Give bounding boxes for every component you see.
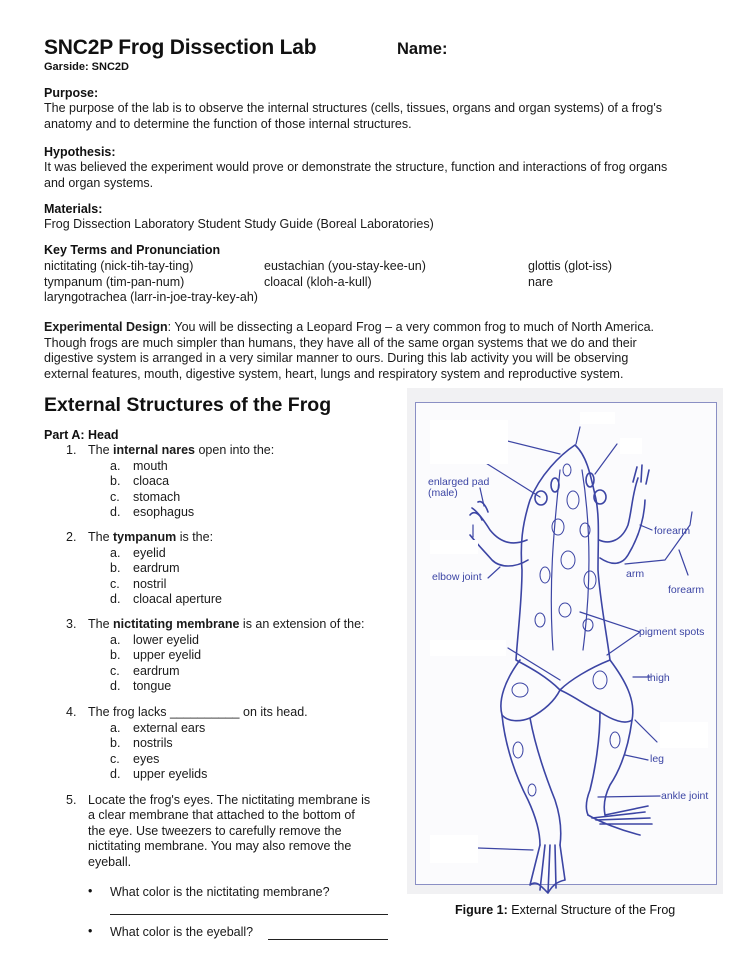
- question-keyword: nictitating membrane: [113, 617, 240, 631]
- name-label: Name:: [397, 40, 448, 58]
- right-thigh: [560, 660, 633, 722]
- label-forearm-lower: forearm: [668, 584, 705, 596]
- answer-blank[interactable]: __________: [169, 705, 240, 719]
- question-text: open into the:: [195, 443, 275, 457]
- right-leg: [586, 712, 632, 815]
- label-leg: leg: [650, 753, 665, 765]
- hypothesis-heading: Hypothesis:: [44, 145, 116, 159]
- label-pigment-spots: pigment spots: [639, 626, 705, 638]
- label-arm: arm: [626, 568, 645, 580]
- dorsal-fold-left: [551, 470, 560, 650]
- option-letter: a.: [110, 721, 121, 735]
- option-text: eardrum: [133, 561, 180, 575]
- frog-body-outline: [516, 445, 610, 690]
- figure-answer-box[interactable]: [660, 722, 708, 748]
- bullet-question: What color is the eyeball?: [110, 925, 254, 939]
- option-text: nostril: [133, 577, 167, 591]
- materials-text: Frog Dissection Laboratory Student Study Guide (Boreal Laboratories): [44, 217, 434, 231]
- bullet-icon: •: [88, 924, 93, 938]
- part-a-heading: Part A: Head: [44, 428, 119, 442]
- label-elbow-joint: elbow joint: [432, 571, 482, 583]
- caption-text: External Structure of the Frog: [507, 903, 676, 917]
- figure-answer-box[interactable]: [430, 835, 478, 863]
- option-letter: d.: [110, 679, 121, 693]
- key-term: nictitating (nick-tih-tay-ting): [44, 259, 194, 273]
- option-text: upper eyelid: [133, 648, 202, 662]
- option-text: cloaca: [133, 474, 170, 488]
- experimental-design-line: Though frogs are much simpler than humans, they have all of the same organ systems that we do and their: [44, 335, 637, 350]
- key-term: laryngotrachea (larr-in-joe-tray-key-ah): [44, 290, 258, 304]
- document-title: SNC2P Frog Dissection Lab: [44, 36, 317, 59]
- option-text: eardrum: [133, 664, 180, 678]
- figure-answer-box[interactable]: [580, 412, 615, 424]
- option-letter: d.: [110, 505, 121, 519]
- key-term: tympanum (tim-pan-num): [44, 274, 185, 289]
- question-keyword: internal nares: [113, 443, 195, 457]
- leader-lines: [473, 427, 692, 850]
- caption-label: Figure 1:: [455, 903, 508, 917]
- label-text: enlarged pad: [428, 476, 490, 488]
- left-thigh: [501, 660, 560, 721]
- class-subtitle: Garside: SNC2D: [44, 61, 129, 73]
- left-leg: [502, 715, 561, 845]
- question-keyword: tympanum: [113, 530, 177, 544]
- right-foot: [588, 806, 652, 835]
- key-terms-heading: Key Terms and Pronunciation: [44, 243, 221, 257]
- option-text: tongue: [133, 679, 172, 693]
- bullet-question: What color is the nictitating membrane?: [110, 885, 330, 899]
- question-text: a clear membrane that attached to the bottom of: [88, 808, 355, 822]
- key-term: cloacal (kloh-a-kull): [264, 274, 372, 289]
- option-letter: a.: [110, 459, 121, 473]
- question-text: The: [88, 443, 114, 457]
- figure-answer-box[interactable]: [620, 438, 642, 454]
- question-text: eyeball.: [88, 855, 132, 869]
- question-text: on its head.: [239, 705, 308, 719]
- question-text: is the:: [176, 530, 214, 544]
- option-text: lower eyelid: [133, 633, 200, 647]
- right-forelimb: [599, 465, 649, 563]
- left-foot: [530, 845, 565, 893]
- question-number: 2.: [66, 530, 77, 544]
- hypothesis-line: It was believed the experiment would prove or demonstrate the structure, function and interactions of frog organs: [44, 160, 668, 174]
- option-text: external ears: [133, 721, 206, 735]
- label-forearm-upper: forearm: [654, 525, 691, 537]
- figure-answer-box[interactable]: [430, 420, 508, 464]
- left-forelimb: [470, 502, 528, 566]
- option-letter: c.: [110, 490, 120, 504]
- pigment-spots: [512, 464, 620, 796]
- option-letter: b.: [110, 561, 121, 575]
- purpose-heading: Purpose:: [44, 86, 99, 100]
- key-term: nare: [528, 274, 554, 289]
- question-text: Locate the frog's eyes. The nictitating membrane is: [88, 793, 371, 807]
- question-number: 3.: [66, 617, 77, 631]
- label-text: (male): [428, 487, 458, 499]
- question-text: The: [88, 617, 114, 631]
- option-text: cloacal aperture: [133, 592, 222, 606]
- option-letter: c.: [110, 752, 120, 766]
- option-letter: d.: [110, 592, 121, 606]
- option-text: stomach: [133, 490, 181, 504]
- label-ankle-joint: ankle joint: [661, 790, 709, 802]
- key-term: eustachian (you-stay-kee-un): [264, 259, 426, 273]
- question-number: 4.: [66, 705, 77, 719]
- option-text: eyelid: [133, 546, 166, 560]
- option-letter: b.: [110, 736, 121, 750]
- label-enlarged-pad: [428, 477, 489, 499]
- eye-left: [551, 478, 559, 492]
- option-letter: a.: [110, 633, 121, 647]
- bullet-icon: •: [88, 884, 93, 898]
- option-letter: b.: [110, 648, 121, 662]
- question-text: The frog lacks: [88, 705, 170, 719]
- option-text: nostrils: [133, 736, 173, 750]
- option-letter: b.: [110, 474, 121, 488]
- option-letter: c.: [110, 577, 120, 591]
- purpose-line: anatomy and to determine the function of those internal structures.: [44, 116, 412, 131]
- question-text: The: [88, 530, 114, 544]
- experimental-design-line: external features, mouth, digestive system, heart, lungs and respiratory system and reproductive system.: [44, 366, 624, 381]
- label-thigh: thigh: [647, 672, 670, 684]
- materials-heading: Materials:: [44, 202, 103, 216]
- key-term: glottis (glot-iss): [528, 259, 613, 273]
- option-text: mouth: [133, 459, 168, 473]
- experimental-design-line: digestive system is arranged in a very similar manner to ours. During this lab activity you will be observing: [44, 351, 629, 365]
- option-text: esophagus: [133, 505, 195, 519]
- experimental-design-label: Experimental Design: [44, 320, 168, 334]
- question-text: the eye. Use tweezers to carefully remove the: [88, 824, 342, 838]
- option-letter: c.: [110, 664, 120, 678]
- question-number: 1.: [66, 443, 77, 457]
- question-number: 5.: [66, 793, 77, 807]
- section-heading: External Structures of the Frog: [44, 394, 332, 416]
- experimental-design-text: : You will be dissecting a Leopard Frog – a very common frog to much of North America.: [167, 320, 655, 334]
- question-text: is an extension of the:: [239, 617, 365, 631]
- option-letter: a.: [110, 546, 121, 560]
- option-text: upper eyelids: [133, 767, 208, 781]
- figure-answer-box[interactable]: [430, 640, 506, 656]
- option-letter: d.: [110, 767, 121, 781]
- figure-answer-box[interactable]: [430, 540, 478, 554]
- option-text: eyes: [133, 752, 160, 766]
- hypothesis-line: and organ systems.: [44, 175, 154, 190]
- question-text: nictitating membrane. You may also remove the: [88, 839, 352, 853]
- purpose-line: The purpose of the lab is to observe the internal structures (cells, tissues, organs and organ systems) of a frog's: [44, 101, 662, 115]
- figure-caption: [455, 903, 675, 917]
- tympanum-left: [535, 491, 547, 505]
